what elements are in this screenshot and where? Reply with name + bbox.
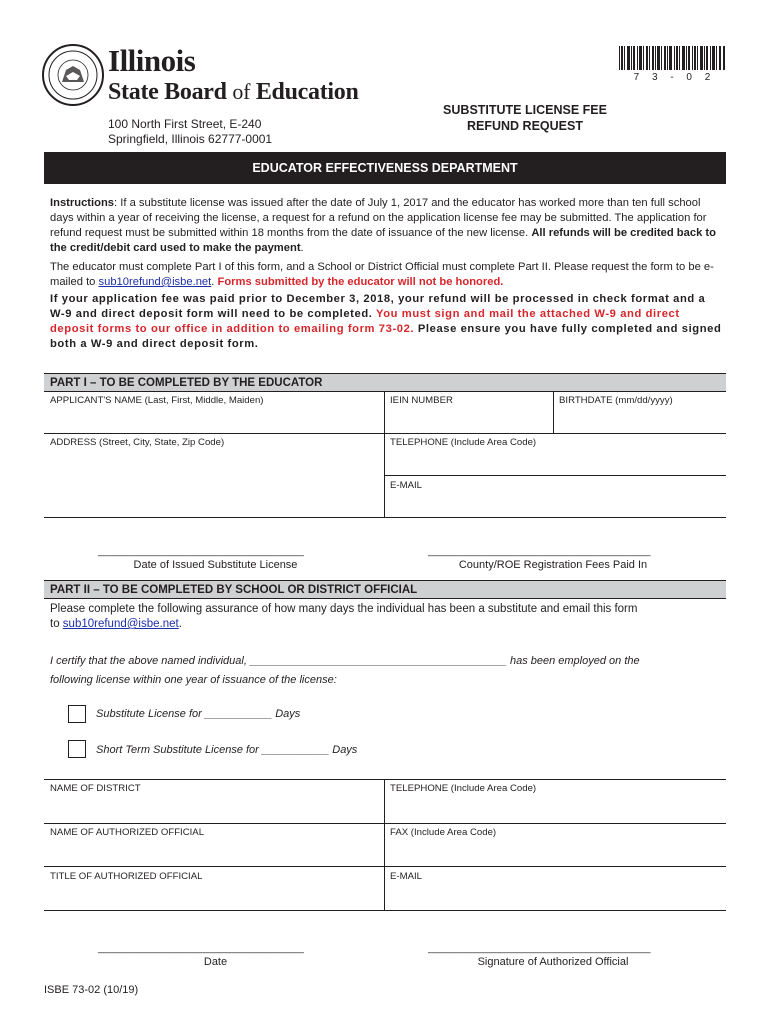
brand-state-board: State Board of Education — [108, 79, 359, 105]
check-format-paragraph: If your application fee was paid prior to December 3, 2018, your refund will be processed in check format and a W-9 and direct deposit form will need to be completed. You must sign and mail the attached W-9 and direct deposit forms to our office in addition to emailing form 73-02. Please ensure you have fully completed and signed both a W-9 and direct deposit form. — [50, 293, 722, 350]
short-term-license-option: Short Term Substitute License for ___________ Days — [96, 744, 358, 756]
certification-line-2: following license within one year of issuance of the license: — [50, 674, 337, 686]
divider — [44, 598, 726, 599]
refund-email-link[interactable]: sub10refund@isbe.net — [98, 276, 212, 288]
divider — [44, 779, 726, 780]
fax-field[interactable] — [386, 840, 724, 865]
county-fees-label: County/ROE Registration Fees Paid In — [458, 559, 648, 571]
telephone-label: TELEPHONE (Include Area Code) — [390, 437, 537, 448]
part-2-email-link[interactable]: sub10refund@isbe.net — [62, 618, 179, 630]
form-title-line-1: SUBSTITUTE LICENSE FEE — [443, 103, 607, 117]
barcode-image — [619, 46, 725, 70]
address-label: ADDRESS (Street, City, State, Zip Code) — [50, 437, 225, 448]
divider — [384, 779, 385, 910]
email-label: E-MAIL — [390, 480, 422, 491]
address-line-2: Springfield, Illinois 62777-0001 — [108, 132, 273, 146]
form-title — [420, 102, 630, 134]
divider — [384, 475, 726, 476]
instructions-label: Instructions — [50, 197, 115, 209]
date-issued-label: Date of Issued Substitute License — [133, 559, 298, 571]
divider — [44, 910, 726, 911]
county-fees-line[interactable]: ________________________________________ — [428, 546, 651, 557]
district-name-field[interactable] — [46, 796, 382, 822]
official-telephone-label: TELEPHONE (Include Area Code) — [390, 783, 537, 794]
official-title-label: TITLE OF AUTHORIZED OFFICIAL — [50, 871, 203, 882]
signature-line[interactable]: ________________________________________ — [428, 943, 651, 954]
not-honored-warning: Forms submitted by the educator will not be honored. — [217, 276, 504, 288]
telephone-field[interactable] — [386, 450, 724, 474]
applicant-name-label: APPLICANT'S NAME (Last, First, Middle, Maiden) — [50, 395, 264, 406]
district-name-label: NAME OF DISTRICT — [50, 783, 141, 794]
iein-field[interactable] — [386, 408, 551, 432]
official-email-label: E-MAIL — [390, 871, 422, 882]
certification-statement: I certify that the above named individual, __________________________________________ has been employed on the — [50, 655, 640, 667]
official-title-field[interactable] — [46, 884, 382, 909]
fax-label: FAX (Include Area Code) — [390, 827, 497, 838]
divider — [44, 517, 726, 518]
divider — [44, 433, 726, 434]
part-1-header: PART I – TO BE COMPLETED BY THE EDUCATOR — [44, 373, 726, 391]
birthdate-label: BIRTHDATE (mm/dd/yyyy) — [559, 395, 673, 406]
signature-label: Signature of Authorized Official — [477, 956, 629, 968]
substitute-license-checkbox[interactable] — [68, 705, 86, 723]
part-2-header: PART II – TO BE COMPLETED BY SCHOOL OR DISTRICT OFFICIAL — [44, 580, 726, 598]
mail-w9-warning: You must sign and mail the attached W-9 and direct deposit forms to our office in addition to emailing form 73-02. — [50, 308, 680, 335]
divider — [553, 391, 554, 434]
agency-address — [108, 117, 272, 147]
date-label: Date — [203, 956, 228, 968]
substitute-license-option: Substitute License for ___________ Days — [96, 708, 301, 720]
divider — [44, 866, 726, 867]
isbe-seal-logo — [42, 44, 104, 106]
date-issued-line[interactable]: _____________________________________ — [98, 546, 304, 557]
divider — [384, 391, 385, 517]
department-banner: EDUCATOR EFFECTIVENESS DEPARTMENT — [44, 152, 726, 184]
parts-paragraph: The educator must complete Part I of this form, and a School or District Official must complete Part II. Please request the form to be e-mailed to sub10refund@isbe.net. Forms submitted by the educator will not be honored. — [50, 261, 714, 288]
official-telephone-field[interactable] — [386, 796, 724, 822]
applicant-name-field[interactable] — [46, 408, 382, 432]
instructions-paragraph: Instructions: If a substitute license was issued after the date of July 1, 2017 and the educator has worked more than ten full school days within a year of receiving the license, a request for a refund on the application license fee may be submitted. The application for refund request must be submitted within 18 months from the date of issuance of the new license. All refunds will be credited back to the credit/debit card used to make the payment. — [50, 197, 716, 254]
address-field[interactable] — [46, 450, 382, 516]
barcode-number: 7 3 - 0 2 — [633, 72, 713, 83]
birthdate-field[interactable] — [555, 408, 725, 432]
official-name-field[interactable] — [46, 840, 382, 865]
form-title-line-2: REFUND REQUEST — [467, 119, 583, 133]
address-line-1: 100 North First Street, E-240 — [108, 117, 262, 131]
short-term-license-checkbox[interactable] — [68, 740, 86, 758]
official-name-label: NAME OF AUTHORIZED OFFICIAL — [50, 827, 205, 838]
email-field[interactable] — [386, 492, 724, 516]
official-email-field[interactable] — [386, 884, 724, 909]
date-line[interactable]: _____________________________________ — [98, 943, 304, 954]
divider — [44, 823, 726, 824]
iein-label: IEIN NUMBER — [390, 395, 453, 406]
form-number: ISBE 73-02 (10/19) — [44, 984, 139, 996]
divider — [44, 391, 726, 392]
individual-name-blank[interactable]: __________________________________________ — [249, 655, 507, 667]
brand-illinois: Illinois — [108, 43, 196, 78]
part-2-intro: Please complete the following assurance of how many days the individual has been a substitute and email this form to sub10refund@isbe.net. — [50, 603, 638, 630]
